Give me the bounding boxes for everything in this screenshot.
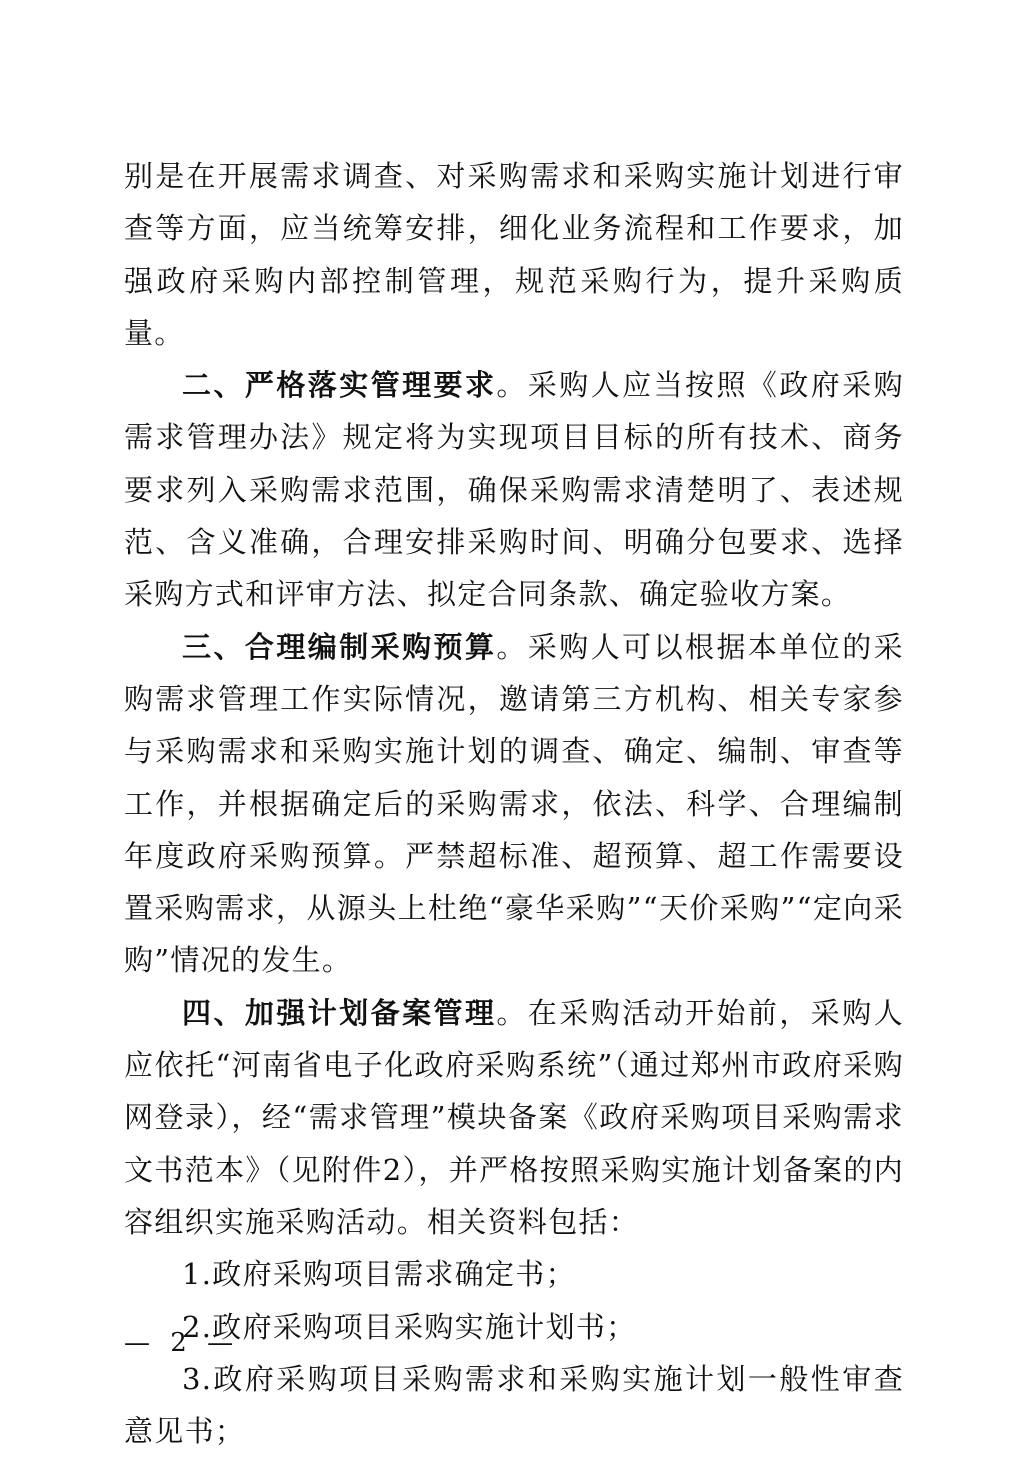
list-item: 1.政府采购项目需求确定书； [182,1257,576,1292]
page-number: — 2 — [124,1328,240,1358]
section-heading-4: 四、加强计划备案管理 [182,995,497,1030]
paragraph-management-requirements [124,359,904,620]
paragraph-budget [124,621,904,987]
paragraph-filing [124,987,904,1248]
list-item: 2.政府采购项目采购实施计划书； [182,1309,637,1344]
list-item: 3.政府采购项目采购需求和采购实施计划一般性审查意见书； [124,1361,904,1449]
paragraph-text: 。在采购活动开始前，采购人应依托“河南省电子化政府采购系统”（通过郑州市政府采购网登录），经“需求管理”模块备案《政府采购项目采购需求文书范本》（见附件2），并严格按照采购实施计划备案的内容组织实施采购活动。相关资料包括： [124,995,904,1239]
section-heading-2: 二、严格落实管理要求 [182,368,497,403]
paragraph-text: 。采购人应当按照《政府采购需求管理办法》规定将为实现项目目标的所有技术、商务要求列入采购需求范围，确保采购需求清楚明了、表述规范、含义准确，合理安排采购时间、明确分包要求、选择采购方式和评审方法、拟定合同条款、确定验收方案。 [124,368,904,612]
document-body [124,150,904,1457]
section-heading-3: 三、合理编制采购预算 [182,629,497,664]
paragraph-continuation: 别是在开展需求调查、对采购需求和采购实施计划进行审查等方面，应当统筹安排，细化业务流程和工作要求，加强政府采购内部控制管理，规范采购行为，提升采购质量。 [124,159,904,350]
paragraph-text: 。采购人可以根据本单位的采购需求管理工作实际情况，邀请第三方机构、相关专家参与采购需求和采购实施计划的调查、确定、编制、审查等工作，并根据确定后的采购需求，依法、科学、合理编制年度政府采购预算。严禁超标准、超预算、超工作需要设置采购需求，从源头上杜绝“豪华采购”“天价采购”“定向采购”情况的发生。 [124,629,904,978]
